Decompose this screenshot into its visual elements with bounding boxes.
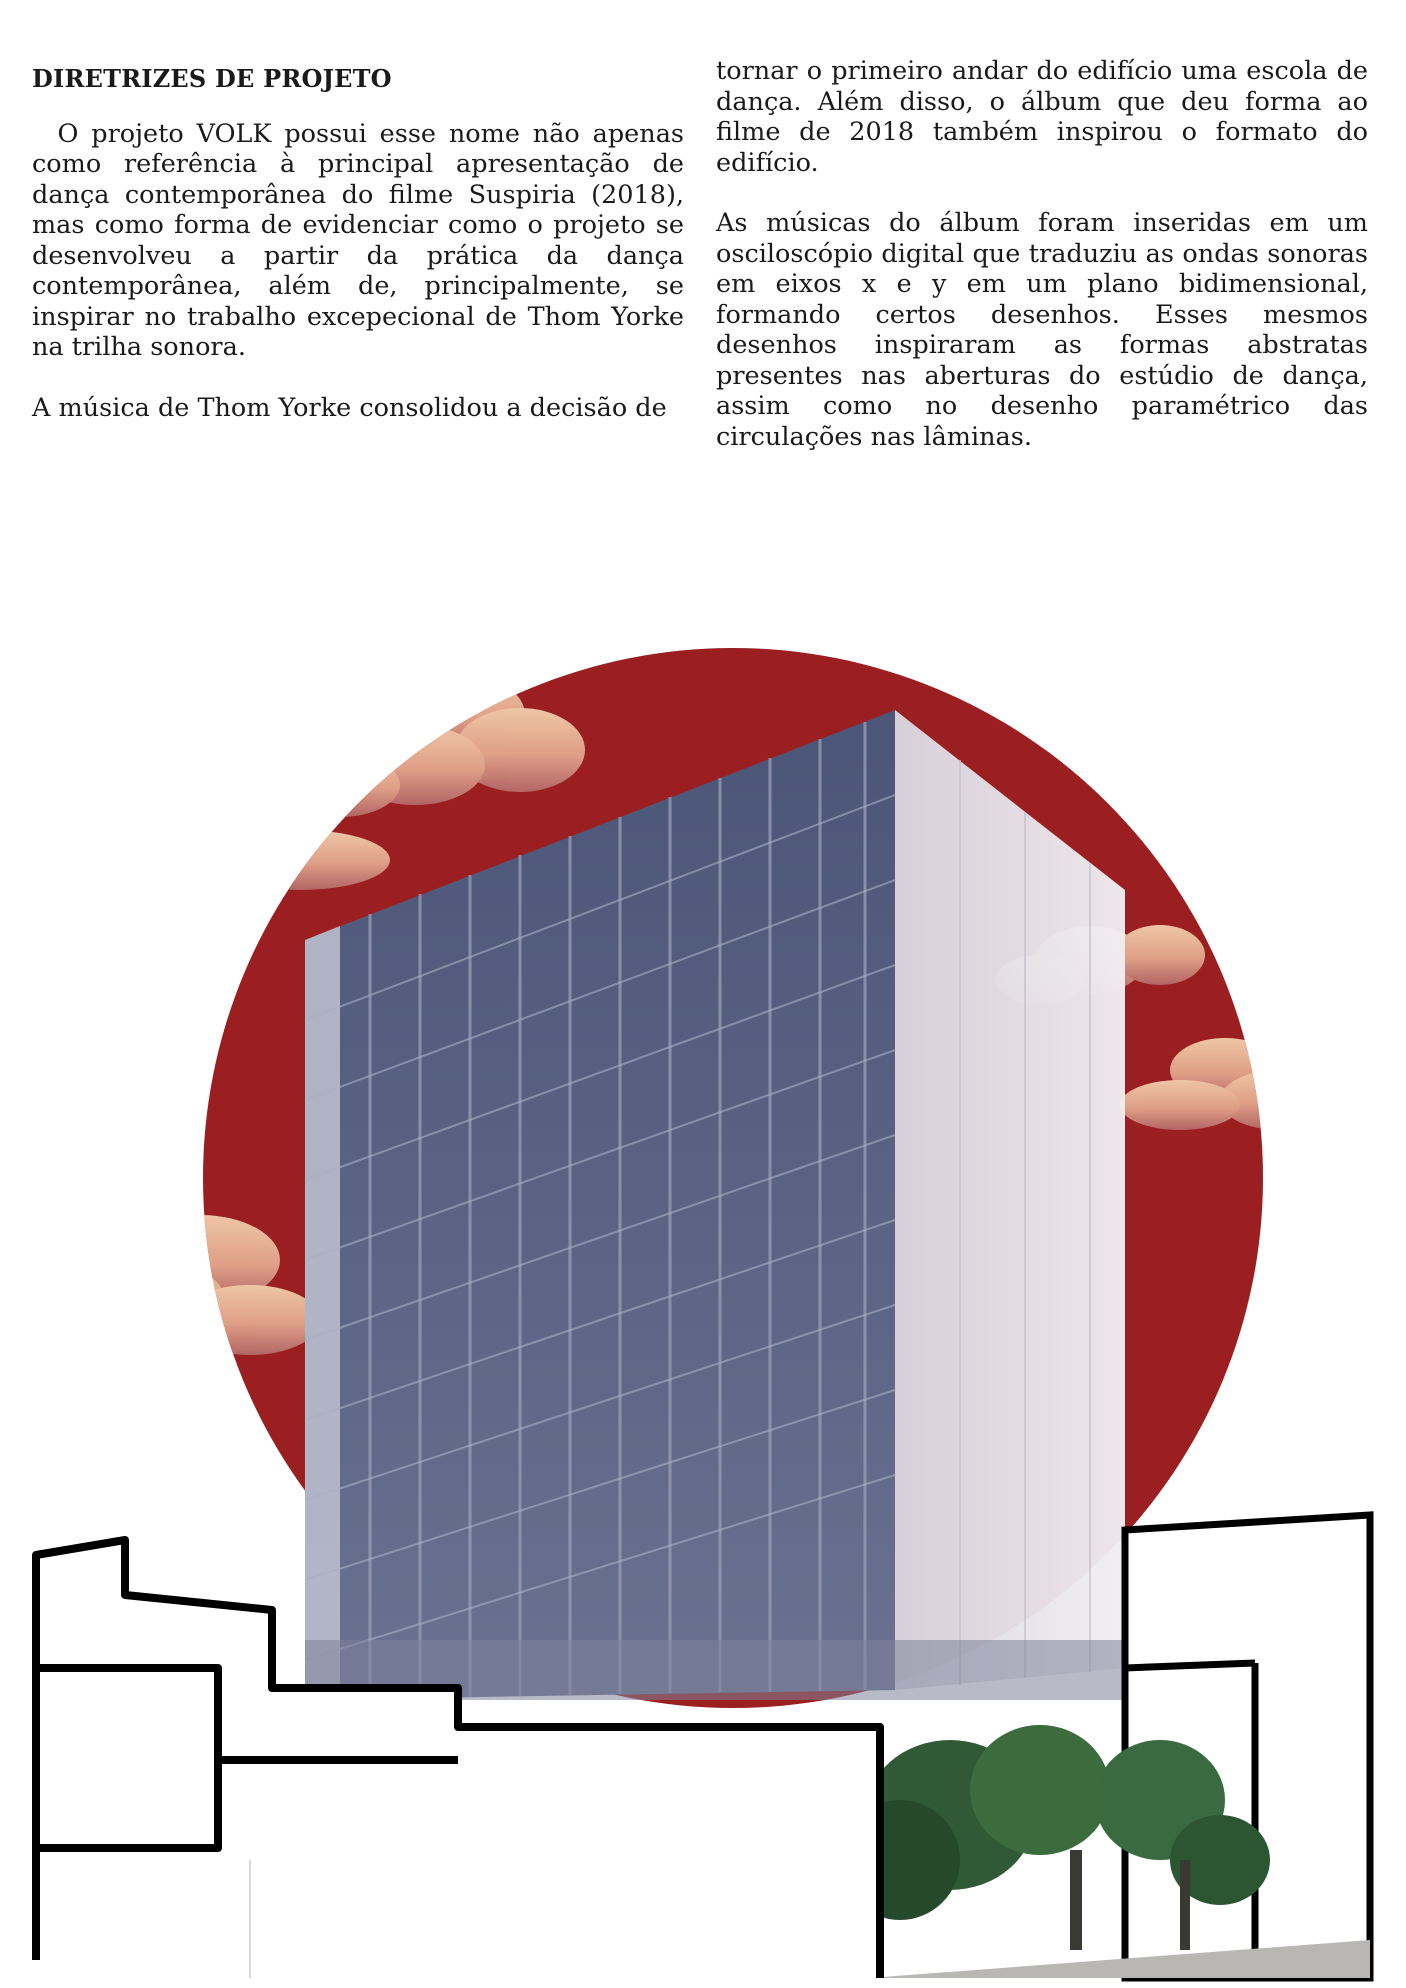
paragraph-oscilloscope: As músicas do álbum foram inseridas em um osciloscópio digital que traduziu as ondas sonoras em eixos x e y em um plano bidimensional, formando certos desenhos. Esses mesmos desenhos inspiraram as formas abstratas presentes nas aberturas do estúdio de dança, assim como no desenho paramétrico das circulações nas lâminas.: [716, 208, 1368, 452]
right-text-column: [716, 56, 1368, 482]
paragraph-music: A música de Thom Yorke consolidou a decisão de: [32, 392, 667, 423]
paragraph-continuation: tornar o primeiro andar do edifício uma escola de dança. Além disso, o álbum que deu forma ao filme de 2018 também inspirou o formato do edifício.: [716, 56, 1368, 178]
building-corner-strip: [305, 926, 340, 1700]
left-text-column: [32, 58, 684, 453]
section-heading: DIRETRIZES DE PROJETO: [32, 64, 392, 93]
building-illustration: [0, 560, 1406, 1988]
paragraph-intro: O projeto VOLK possui esse nome não apenas como referência à principal apresentação de dança contemporânea do filme Suspiria (2018), mas como forma de evidenciar como o projeto se desenvolveu a partir da prática da dança contemporânea, além de, principalmente, se inspirar no trabalho excepecional de Thom Yorke na trilha sonora.: [32, 118, 684, 362]
